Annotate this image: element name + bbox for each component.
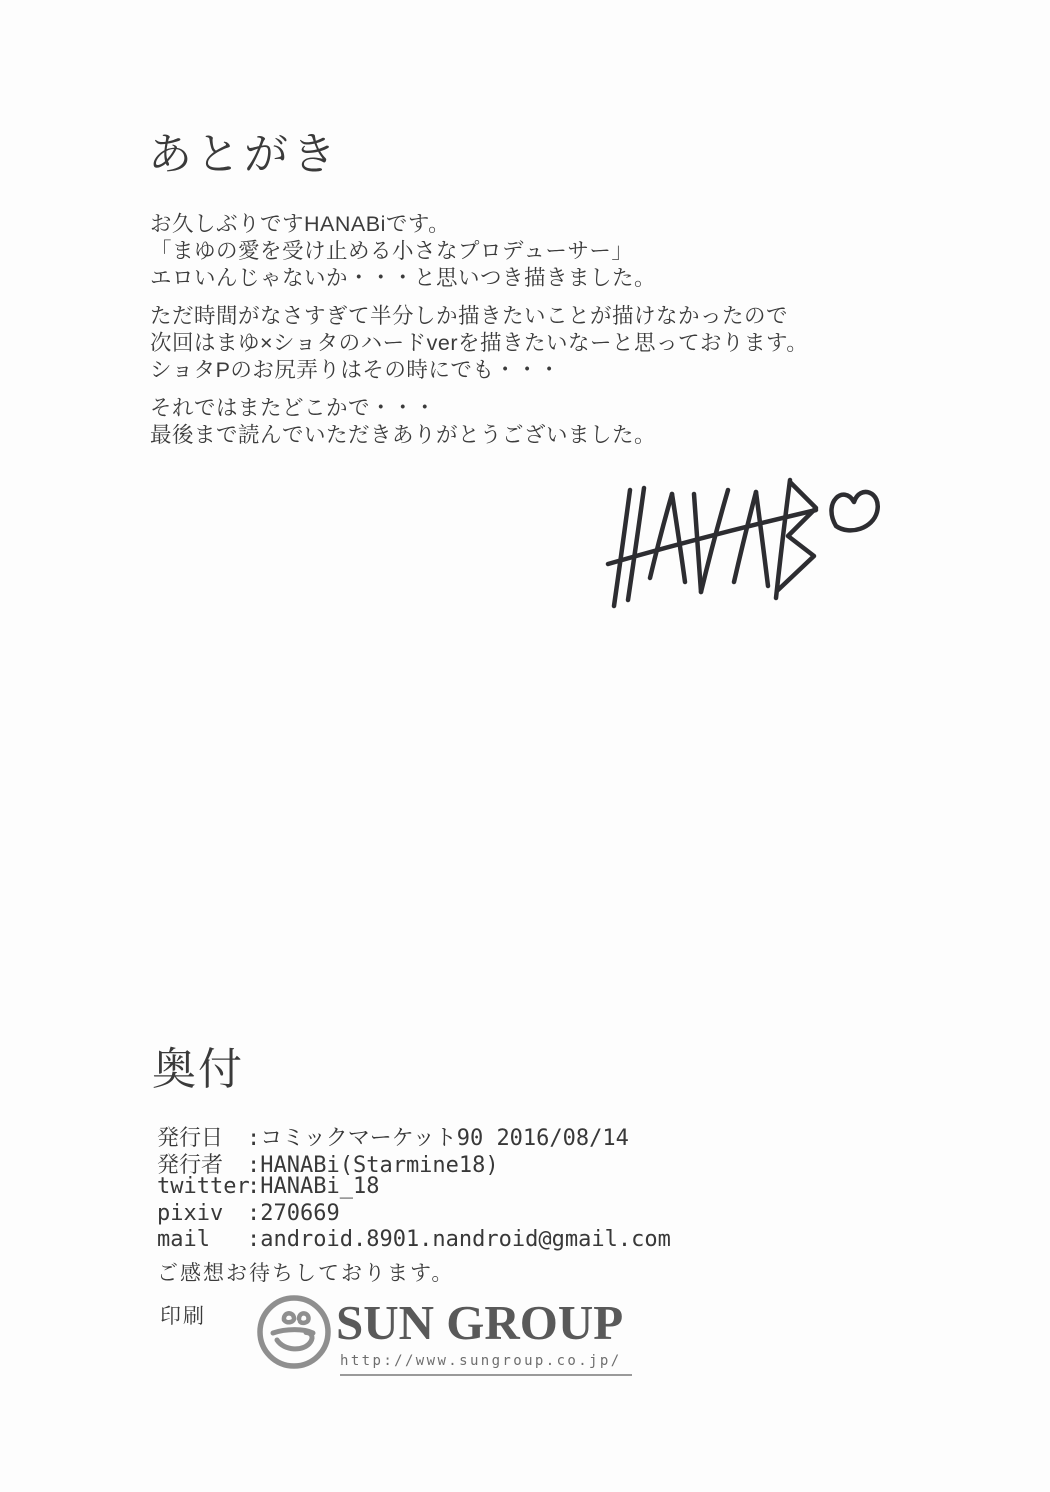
colophon-label: twitter: [157, 1174, 250, 1199]
colophon-title: 奥付: [152, 1045, 244, 1094]
afterword-line: エロいんじゃないか・・・と思いつき描きました。: [150, 266, 657, 290]
colophon-row-publish-date: [157, 1121, 671, 1151]
colophon-value: :270669: [247, 1200, 340, 1226]
afterword-line: 「まゆの愛を受け止める小さなプロデューサー」: [150, 239, 634, 263]
colophon-label: pixiv: [157, 1200, 224, 1226]
afterword-line: ただ時間がなさすぎて半分しか描きたいことが描けなかったので: [150, 304, 789, 328]
feedback-note: ご感想お待ちしております。: [157, 1262, 455, 1285]
afterword-paragraph-1: [150, 211, 656, 292]
afterword-line: 最後まで読んでいただきありがとうございました。: [150, 423, 657, 447]
sun-group-logo-icon: [252, 1290, 336, 1374]
printer-url: http://www.sungroup.co.jp/: [340, 1353, 632, 1376]
colophon-row-pixiv: [157, 1201, 671, 1228]
colophon-label: 発行者: [157, 1152, 224, 1178]
printer-name: SUN GROUP: [336, 1295, 624, 1350]
colophon-row-mail: [157, 1227, 671, 1254]
afterword-line: それではまたどこかで・・・: [150, 396, 437, 420]
afterword-line: 次回はまゆ×ショタのハードverを描きたいなーと思っております。: [150, 331, 809, 355]
colophon-value: :android.8901.nandroid@gmail.com: [247, 1227, 671, 1252]
author-signature: [580, 450, 900, 620]
colophon-value: :コミックマーケット90 2016/08/14: [247, 1126, 629, 1151]
afterword-line: ショタPのお尻弄りはその時にでも・・・: [150, 358, 561, 382]
colophon-row-twitter: [157, 1174, 671, 1201]
colophon-label: mail: [157, 1227, 210, 1252]
colophon-table: [157, 1121, 671, 1254]
afterword-line: お久しぶりですHANABiです。: [150, 212, 451, 236]
heart-icon: [831, 492, 877, 530]
colophon-value: :HANABi_18: [247, 1174, 380, 1199]
printing-label: 印刷: [160, 1305, 206, 1328]
afterword-paragraph-3: [150, 395, 656, 449]
afterword-title: あとがき: [148, 130, 340, 179]
signature-strokes: [580, 450, 900, 620]
afterword-paragraph-2: [150, 303, 808, 384]
colophon-value: :HANABi(Starmine18): [247, 1152, 499, 1178]
colophon-label: 発行日: [157, 1126, 224, 1151]
